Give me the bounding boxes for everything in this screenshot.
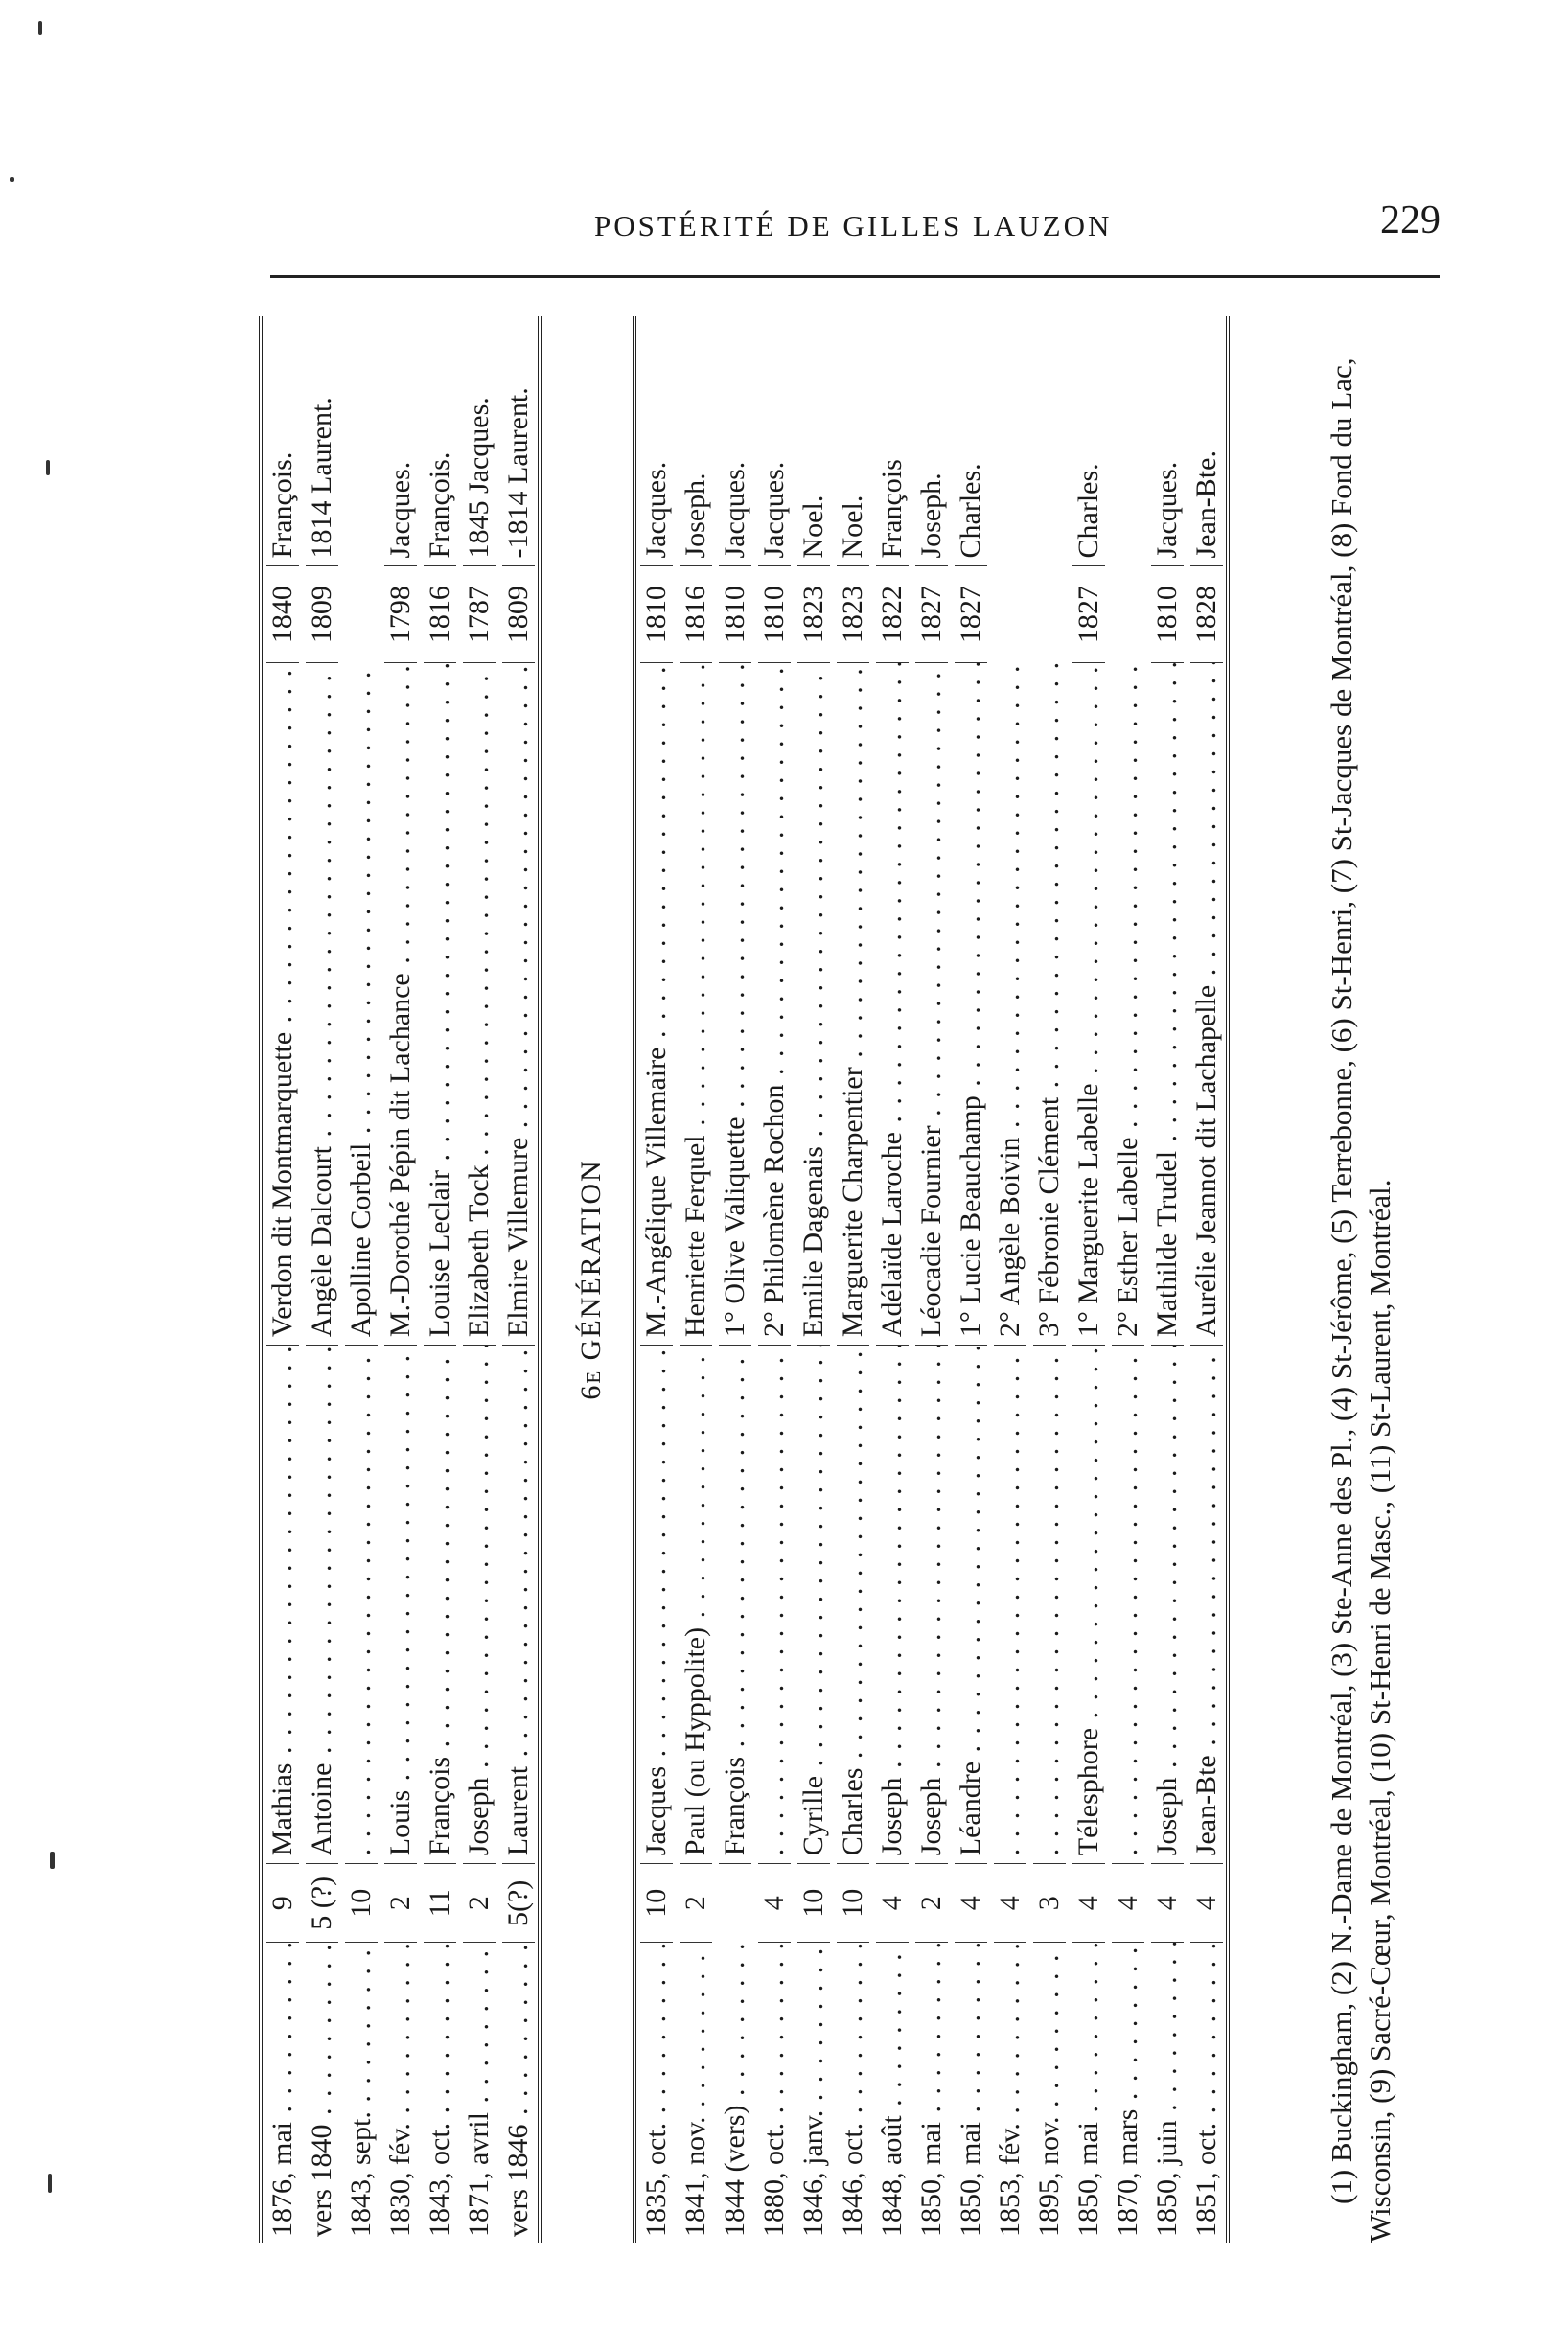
parent-year: 1809 [502, 567, 535, 663]
parent-name: Charles. [1072, 316, 1105, 567]
generation-6-table [633, 316, 1230, 2243]
table-row [1108, 316, 1147, 2243]
parish-number: 4 [1190, 1864, 1223, 1943]
table-row [498, 316, 542, 2243]
parent-name: Jean-Bte. [1190, 316, 1223, 567]
table-row [951, 316, 990, 2243]
parent-year: 1787 [463, 567, 496, 663]
parent-year: 1810 [1151, 567, 1184, 663]
groom-name: Charles . . . [837, 1346, 869, 1864]
parish-number: 2 [680, 1864, 712, 1943]
parent-year: 1810 [640, 567, 673, 663]
table-row [833, 316, 872, 2243]
spouse-name: Adélaïde Laroche . . . [876, 663, 909, 1346]
spouse-name: M.-Dorothé Pépin dit Lachance . . . [384, 663, 417, 1346]
marriage-date: 1853, fév. . . . [994, 1943, 1026, 2243]
groom-name: Paul (ou Hyppolite) . . . [680, 1346, 712, 1864]
scan-speck [38, 21, 42, 35]
table-row [794, 316, 833, 2243]
parent-name: 1814 Laurent. [306, 316, 338, 567]
groom-name: Joseph . . . [1151, 1346, 1184, 1864]
spouse-name: Verdon dit Montmarquette . . . [266, 663, 299, 1346]
table-row [911, 316, 951, 2243]
marriage-date: vers 1840 . . . [306, 1943, 338, 2243]
parent-year: 1810 [719, 567, 751, 663]
parish-number: 4 [994, 1864, 1026, 1943]
parent-name: Charles. [955, 316, 987, 567]
parish-number: 2 [384, 1864, 417, 1943]
parent-year: 1810 [758, 567, 791, 663]
parent-name: Noel. [837, 316, 869, 567]
parent-name: François [876, 316, 909, 567]
generation-heading: 6e GÉNÉRATION [575, 1159, 607, 1400]
spouse-name: Marguerite Charpentier . . . [837, 663, 869, 1346]
marriage-date: 1850, juin . . . [1151, 1943, 1184, 2243]
parish-number: 4 [876, 1864, 909, 1943]
spouse-name: 2° Angèle Boivin . . . [994, 663, 1026, 1346]
table-row [459, 316, 498, 2243]
parent-name: -1814 Laurent. [502, 316, 535, 567]
parent-year: 1827 [1072, 567, 1105, 663]
spouse-name: Louise Leclair . . . [424, 663, 456, 1346]
marriage-date: 1850, mai . . . [915, 1943, 948, 2243]
table-row [1029, 316, 1069, 2243]
groom-name: Mathias . . . [266, 1346, 299, 1864]
table-row [341, 316, 380, 2243]
parish-number: 11 [424, 1864, 456, 1943]
groom-name [345, 1346, 378, 1864]
table-row [263, 316, 302, 2243]
parent-year: 1827 [915, 567, 948, 663]
parent-name: François. [424, 316, 456, 567]
groom-name [1112, 1346, 1144, 1864]
parent-name: 1845 Jacques. [463, 316, 496, 567]
marriage-date: 1830, fév. . . . [384, 1943, 417, 2243]
groom-name [994, 1346, 1026, 1864]
marriage-date: 1850, mai . . . [955, 1943, 987, 2243]
table-row [302, 316, 341, 2243]
groom-name: Joseph . . . [876, 1346, 909, 1864]
marriage-date: 1851, oct. . . . [1190, 1943, 1223, 2243]
table-row [990, 316, 1029, 2243]
parent-name: Jacques. [719, 316, 751, 567]
marriage-date: 1870, mars . . . [1112, 1943, 1144, 2243]
scan-speck [50, 1852, 55, 1869]
parent-year: 1828 [1190, 567, 1223, 663]
table-row [1187, 316, 1230, 2243]
parent-year: 1823 [797, 567, 830, 663]
marriage-date: 1871, avril . . . [463, 1943, 496, 2243]
header-rule [270, 275, 1440, 278]
parent-name: Noel. [797, 316, 830, 567]
parish-number: 4 [1072, 1864, 1105, 1943]
parish-number: 4 [955, 1864, 987, 1943]
spouse-name: Elizabeth Tock . . . [463, 663, 496, 1346]
parent-name: Jacques. [640, 316, 673, 567]
parish-number: 3 [1033, 1864, 1066, 1943]
spouse-name: Léocadie Fournier . . . [915, 663, 948, 1346]
table-row [676, 316, 715, 2243]
scan-speck [46, 460, 50, 475]
marriage-date: 1880, oct. . . . [758, 1943, 791, 2243]
table-row [754, 316, 794, 2243]
parish-number: 5 (?) [306, 1864, 338, 1943]
scan-speck [48, 2174, 52, 2193]
parish-number: 10 [837, 1864, 869, 1943]
genealogy-page-content [259, 307, 1457, 2243]
generation-5-table [259, 316, 542, 2243]
spouse-name: 2° Esther Labelle . . . [1112, 663, 1144, 1346]
parish-number: 10 [640, 1864, 673, 1943]
table-row [872, 316, 911, 2243]
groom-name [1033, 1346, 1066, 1864]
table-row [420, 316, 459, 2243]
parent-name: Jacques. [1151, 316, 1184, 567]
groom-name: Jean-Bte . . . [1190, 1346, 1223, 1864]
spouse-name: 1° Marguerite Labelle . . . [1072, 663, 1105, 1346]
spouse-name: Mathilde Trudel . . . [1151, 663, 1184, 1346]
marriage-date: 1835, oct. . . . [640, 1943, 673, 2243]
parent-year: 1816 [680, 567, 712, 663]
parish-number: 2 [915, 1864, 948, 1943]
parent-year: 1840 [266, 567, 299, 663]
spouse-name: 3° Fébronie Clément . . . [1033, 663, 1066, 1346]
groom-name: Louis . . . [384, 1346, 417, 1864]
parent-year: 1809 [306, 567, 338, 663]
page-header [0, 0, 1568, 316]
page-number: 229 [1380, 198, 1441, 242]
scan-speck [10, 177, 14, 182]
parent-name: Joseph. [680, 316, 712, 567]
groom-name: François . . . [719, 1346, 751, 1864]
parent-year: 1798 [384, 567, 417, 663]
marriage-date: 1895, nov. . . . [1033, 1943, 1066, 2243]
spouse-name: M.-Angélique Villemaire . . . [640, 663, 673, 1346]
marriage-date: 1843, sept. . . . [345, 1943, 378, 2243]
running-title: POSTÉRITÉ DE GILLES LAUZON [594, 209, 1113, 242]
groom-name: Joseph . . . [915, 1346, 948, 1864]
marriage-date: 1850, mai . . . [1072, 1943, 1105, 2243]
table-row [636, 316, 676, 2243]
groom-name: Télesphore . . . [1072, 1346, 1105, 1864]
spouse-name: 1° Lucie Beauchamp . . . [955, 663, 987, 1346]
spouse-name: 2° Philomène Rochon . . . [758, 663, 791, 1346]
spouse-name: 1° Olive Valiquette . . . [719, 663, 751, 1346]
marriage-date: 1843, oct. . . . [424, 1943, 456, 2243]
parish-number: 5(?) [502, 1864, 535, 1943]
parent-year: 1827 [955, 567, 987, 663]
spouse-name: Aurélie Jeannot dit Lachapelle . . . [1190, 663, 1223, 1346]
groom-name: Léandre . . . [955, 1346, 987, 1864]
marriage-date: 1848, août . . . [876, 1943, 909, 2243]
parent-year: 1823 [837, 567, 869, 663]
groom-name: Laurent . . . [502, 1346, 535, 1864]
parish-number: 2 [463, 1864, 496, 1943]
spouse-name: Emilie Dagenais . . . [797, 663, 830, 1346]
parent-name: François. [266, 316, 299, 567]
spouse-name: Elmire Villemure . . . [502, 663, 535, 1346]
spouse-name: Henriette Ferquel . . . [680, 663, 712, 1346]
parent-name: Joseph. [915, 316, 948, 567]
parish-number: 10 [345, 1864, 378, 1943]
marriage-date: 1844 (vers) . . . [719, 1943, 751, 2243]
marriage-date: 1876, mai . . . [266, 1943, 299, 2243]
table-row [1069, 316, 1108, 2243]
table-row [380, 316, 420, 2243]
groom-name: Cyrille . . . [797, 1346, 830, 1864]
parish-number: 4 [1112, 1864, 1144, 1943]
footnote-parishes: (1) Buckingham, (2) N.-Dame de Montréal, (3) Ste-Anne des Pl., (4) St-Jérôme, (5) Terrebonne, (6) St-Henri, (7) St-Jacques de Montréal, (8) Fond du Lac, Wisconsin, (9) Sacré-Cœur, Montréal, (10) St-Henri de Masc., (11) St-Laurent, Montréal. [1325, 357, 1396, 2243]
marriage-date: vers 1846 . . . [502, 1943, 535, 2243]
parent-name: Jacques. [758, 316, 791, 567]
groom-name: Antoine . . . [306, 1346, 338, 1864]
groom-name: Jacques . . . [640, 1346, 673, 1864]
groom-name: Joseph . . . [463, 1346, 496, 1864]
table-row [715, 316, 754, 2243]
marriage-date: 1846, oct. . . . [837, 1943, 869, 2243]
parish-number: 4 [1151, 1864, 1184, 1943]
table-row [1147, 316, 1187, 2243]
groom-name [758, 1346, 791, 1864]
parent-year: 1816 [424, 567, 456, 663]
parent-name: Jacques. [384, 316, 417, 567]
spouse-name: Angèle Dalcourt . . . [306, 663, 338, 1346]
parish-number: 10 [797, 1864, 830, 1943]
marriage-date: 1846, janv. . . . [797, 1943, 830, 2243]
parent-year: 1822 [876, 567, 909, 663]
groom-name: François . . . [424, 1346, 456, 1864]
parish-number: 9 [266, 1864, 299, 1943]
marriage-date: 1841, nov. . . . [680, 1943, 712, 2243]
spouse-name: Apolline Corbeil . . . [345, 663, 378, 1346]
parish-number: 4 [758, 1864, 791, 1943]
